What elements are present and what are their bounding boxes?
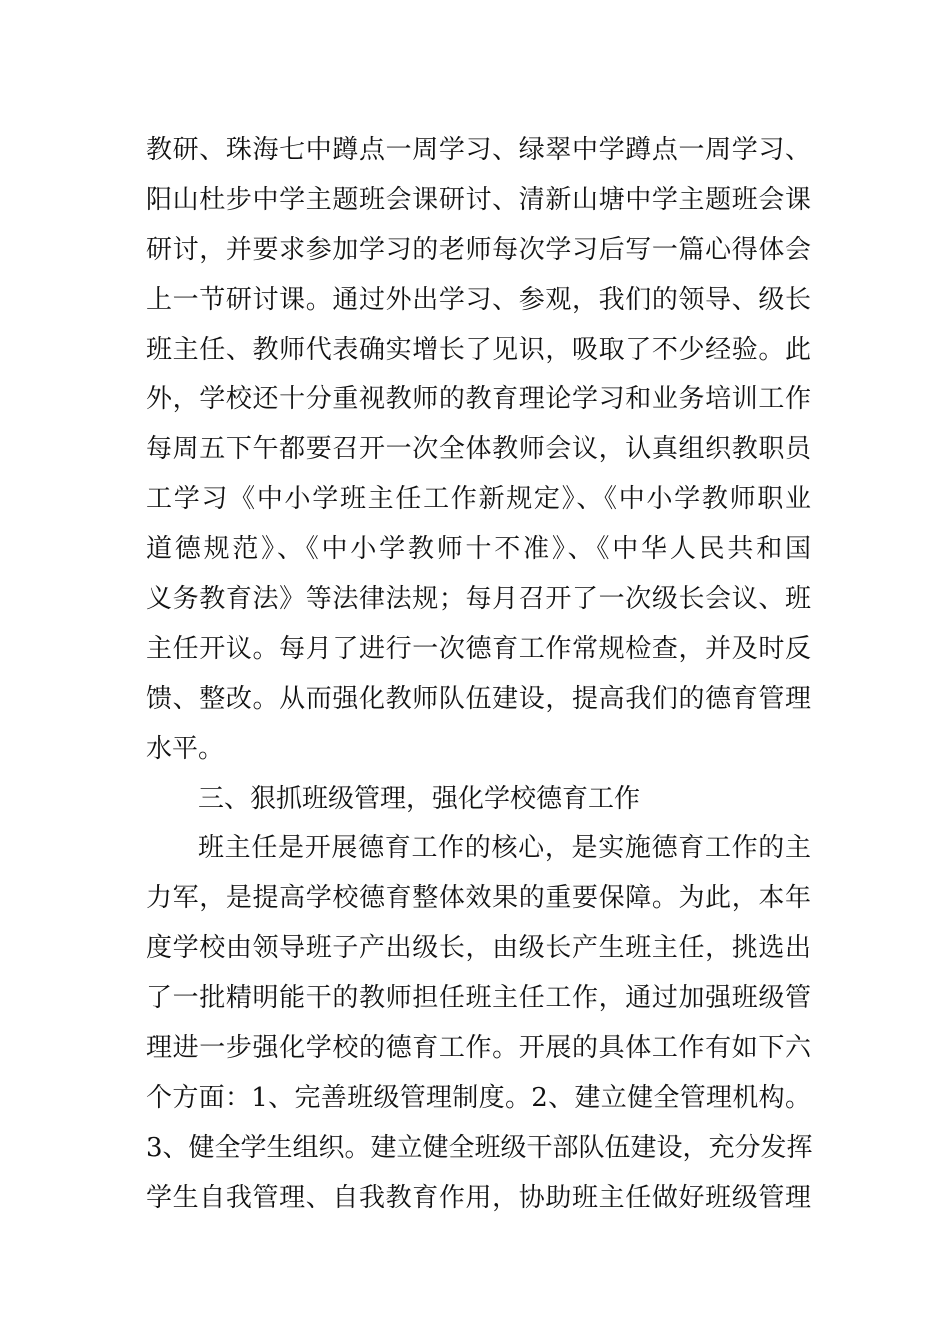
text-line: 班主任、教师代表确实增长了见识，吸取了不少经验。此 [146,334,811,365]
text-line: 理进一步强化学校的德育工作。开展的具体工作有如下六 [146,1033,811,1064]
text-line: 工学习《中小学班主任工作新规定》、《中小学教师职业 [146,484,811,515]
text-line: 阳山杜步中学主题班会课研讨、清新山塘中学主题班会课 [146,184,811,215]
text-line: 度学校由领导班子产出级长，由级长产生班主任，挑选出 [146,933,811,964]
text-line: 教研、珠海七中蹲点一周学习、绿翠中学蹲点一周学习、 [146,135,811,165]
text-line: 个方面：1、完善班级管理制度。2、建立健全管理机构。 [146,1082,811,1113]
text-line: 馈、整改。从而强化教师队伍建设，提高我们的德育管理 [146,683,811,714]
text-line: 学生自我管理、自我教育作用，协助班主任做好班级管理 [146,1182,811,1213]
text-line: 上一节研讨课。通过外出学习、参观，我们的领导、级长 [146,284,811,315]
text-line: 主任开议。每月了进行一次德育工作常规检查，并及时反 [146,633,811,664]
text-line: 每周五下午都要召开一次全体教师会议，认真组织教职员 [146,434,811,465]
paragraph-first-line: 班主任是开展德育工作的核心，是实施德育工作的主 [198,833,811,864]
text-line: 道德规范》、《中小学教师十不准》、《中华人民共和国 [146,534,811,565]
paragraph-end-line: 水平。 [146,733,225,764]
text-line: 了一批精明能干的教师担任班主任工作，通过加强班级管 [146,983,811,1014]
document-body [146,126,811,1224]
text-line: 力军，是提高学校德育整体效果的重要保障。为此，本年 [146,883,811,914]
text-line: 外，学校还十分重视教师的教育理论学习和业务培训工作 [146,384,811,415]
text-line: 义务教育法》等法律法规；每月召开了一次级长会议、班 [146,584,811,615]
text-line: 研讨，并要求参加学习的老师每次学习后写一篇心得体会 [146,234,811,265]
section-heading: 三、狠抓班级管理，强化学校德育工作 [198,783,641,814]
text-line: 3、健全学生组织。建立健全班级干部队伍建设，充分发挥 [146,1132,813,1163]
